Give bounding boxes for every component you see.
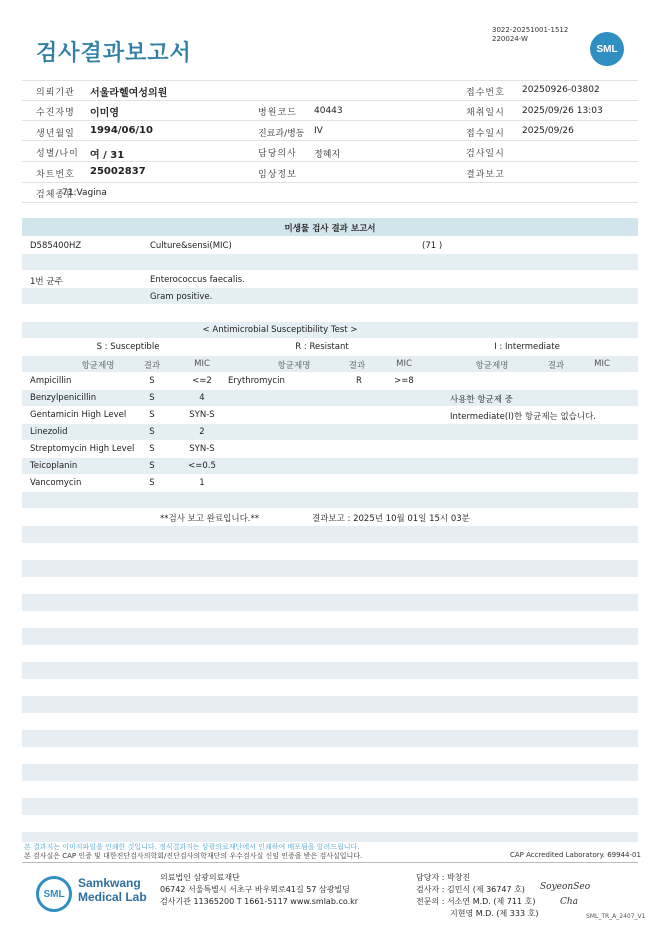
receipt-date-value: 2025/09/26 (522, 126, 574, 136)
brand-line1: Samkwang (78, 876, 141, 890)
receipt-no-value: 20250926-03802 (522, 85, 600, 95)
empty-row-band (22, 798, 638, 815)
document-number (492, 26, 568, 44)
lab-contact: 검사기관 11365200 T 1661-5117 www.smlab.co.kr (160, 897, 359, 906)
drug-name: Vancomycin (30, 478, 82, 488)
col-mic-header: MIC (396, 359, 412, 369)
birth-label: 생년월일 (36, 129, 75, 139)
brand-name (78, 876, 147, 904)
result-report-time: 결과보고 : 2025년 10월 01일 15시 03분 (312, 514, 470, 524)
drug-mic: 2 (199, 427, 205, 437)
cap-accreditation: CAP Accredited Laboratory. 69944-01 (510, 851, 641, 859)
report-label: 결과보고 (466, 170, 505, 180)
document-number-line1: 3022-20251001-1512 (492, 26, 569, 34)
specialist-1: 전문의 : 서소연 M.D. (제 711 호) (416, 897, 536, 906)
col-mic-header: MIC (194, 359, 210, 369)
organism-label: 1번 균주 (30, 277, 63, 287)
drug-mic: SYN-S (189, 410, 215, 420)
drug-name: Benzylpenicillin (30, 393, 97, 403)
print-notice: 본 결과지는 이미지파일을 인쇄한 것입니다. 정식결과지는 삼광의료재단에서 인쇄하여 배포됨을 알려드립니다. (24, 843, 360, 851)
drug-name: Streptomycin High Level (30, 444, 135, 454)
institution-value: 서울라헬여성의원 (90, 88, 168, 99)
empty-row-band (22, 832, 638, 842)
drug-name: Ampicillin (30, 376, 72, 386)
divider (22, 161, 638, 162)
section-title: 미생물 검사 결과 보고서 (284, 224, 376, 234)
chart-no-value: 25002837 (90, 166, 146, 177)
drug-result: S (149, 478, 155, 488)
sml-footer-logo: SML (36, 876, 72, 912)
col-drug-header: 항균제명 (277, 361, 311, 371)
birth-value: 1994/06/10 (90, 125, 153, 136)
empty-row-band (22, 730, 638, 747)
accreditation-notice: 본 검사실은 CAP 인증 및 대한진단검사의학회/진단검사의학재단의 우수검사실 신임 인증을 받은 검사실입니다. (24, 852, 363, 860)
drug-result: S (149, 410, 155, 420)
page-title: 검사결과보고서 (36, 41, 192, 66)
empty-row-band (22, 764, 638, 781)
test-code: D585400HZ (30, 241, 82, 251)
receipt-no-label: 접수번호 (466, 88, 505, 98)
col-mic-header: MIC (594, 359, 610, 369)
divider (22, 140, 638, 141)
patient-name-value: 이미영 (90, 108, 119, 119)
legend-intermediate: I : Intermediate (494, 342, 560, 352)
patient-name-label: 수진자명 (36, 108, 75, 118)
drug-name: Gentamicin High Level (30, 410, 127, 420)
intermediate-note-2: Intermediate(I)한 항균제는 없습니다. (450, 412, 596, 422)
row-band (22, 390, 638, 406)
sex-age-label: 성별/나이 (36, 149, 79, 159)
lab-street: 06742 서울특별시 서초구 바우뫼로41길 57 삼광빌딩 (160, 885, 350, 894)
drug-mic: <=2 (192, 376, 212, 386)
collect-date-value: 2025/09/26 13:03 (522, 106, 603, 116)
drug-mic: 1 (199, 478, 205, 488)
drug-mic: SYN-S (189, 444, 215, 454)
legend-resistant: R : Resistant (295, 342, 349, 352)
specimen-value: 71:Vagina (62, 188, 107, 198)
col-result-header: 결과 (547, 361, 565, 371)
lab-name: 의료법인 삼광의료재단 (160, 873, 240, 882)
divider (22, 182, 638, 183)
drug-result: S (149, 461, 155, 471)
chart-no-label: 차트번호 (36, 170, 75, 180)
organism-name: Enterococcus faecalis. (150, 275, 245, 285)
collect-date-label: 채취일시 (466, 108, 505, 118)
empty-row-band (22, 696, 638, 713)
dept-value: IV (314, 126, 323, 136)
test-number: (71 ) (422, 241, 443, 251)
gram-stain: Gram positive. (150, 292, 213, 302)
dept-label: 진료과/병동 (258, 129, 305, 139)
drug-mic: >=8 (394, 376, 414, 386)
hospital-code-value: 40443 (314, 106, 343, 116)
intermediate-note-1: 사용한 항균제 중 (450, 395, 513, 405)
examiner: 검사자 : 김민식 (제 36747 호) (416, 885, 525, 894)
drug-result: S (149, 444, 155, 454)
legend-susceptible: S : Susceptible (96, 342, 160, 352)
empty-row-band (22, 560, 638, 577)
divider (22, 100, 638, 101)
test-date-label: 검사일시 (466, 149, 505, 159)
divider (22, 120, 638, 121)
drug-result: S (149, 427, 155, 437)
row-band (22, 424, 638, 440)
sex-age-value: 여 / 31 (90, 150, 125, 161)
drug-name: Erythromycin (228, 376, 285, 386)
col-result-header: 결과 (143, 361, 161, 371)
clinical-label: 임상정보 (258, 170, 297, 180)
specialist-2: 지현영 M.D. (제 333 호) (450, 909, 539, 918)
signatories (416, 872, 538, 920)
drug-mic: <=0.5 (188, 461, 216, 471)
institution-label: 의뢰기관 (36, 88, 75, 98)
empty-row-band (22, 594, 638, 611)
brand-line2: Medical Lab (78, 890, 147, 904)
drug-mic: 4 (199, 393, 205, 403)
ast-title: < Antimicrobial Susceptibility Test > (202, 325, 358, 335)
empty-row-band (22, 628, 638, 645)
col-drug-header: 항균제명 (81, 361, 115, 371)
signature-2: Cha (560, 897, 579, 907)
drug-result: S (149, 393, 155, 403)
empty-row-band (22, 662, 638, 679)
drug-name: Teicoplanin (30, 461, 78, 471)
row-band (22, 458, 638, 474)
empty-row-band (22, 526, 638, 543)
doctor-value: 정혜지 (314, 150, 341, 160)
divider (22, 202, 638, 203)
test-name: Culture&sensi(MIC) (150, 241, 232, 251)
row-band (22, 254, 638, 270)
lab-address (160, 872, 358, 908)
row-band (22, 492, 638, 508)
footer-divider (22, 862, 638, 863)
receipt-date-label: 접수일시 (466, 129, 505, 139)
sml-logo: SML (590, 32, 624, 66)
row-band (22, 288, 638, 304)
document-number-line2: 220024-W (492, 35, 528, 43)
doctor-label: 담당의사 (258, 149, 297, 159)
person-in-charge: 담당자 : 박창진 (416, 873, 471, 882)
col-drug-header: 항균제명 (475, 361, 509, 371)
col-result-header: 결과 (348, 361, 366, 371)
drug-result: S (149, 376, 155, 386)
divider (22, 80, 638, 81)
signature-1: SoyeonSeo (540, 882, 591, 892)
hospital-code-label: 병원코드 (258, 108, 297, 118)
drug-name: Linezolid (30, 427, 68, 437)
report-complete-text: **검사 보고 완료입니다.** (160, 514, 260, 524)
specimen-label: 검체종류 (36, 190, 75, 200)
form-version: SML_TR_A_2407_V1 (586, 913, 646, 920)
drug-result: R (356, 376, 362, 386)
